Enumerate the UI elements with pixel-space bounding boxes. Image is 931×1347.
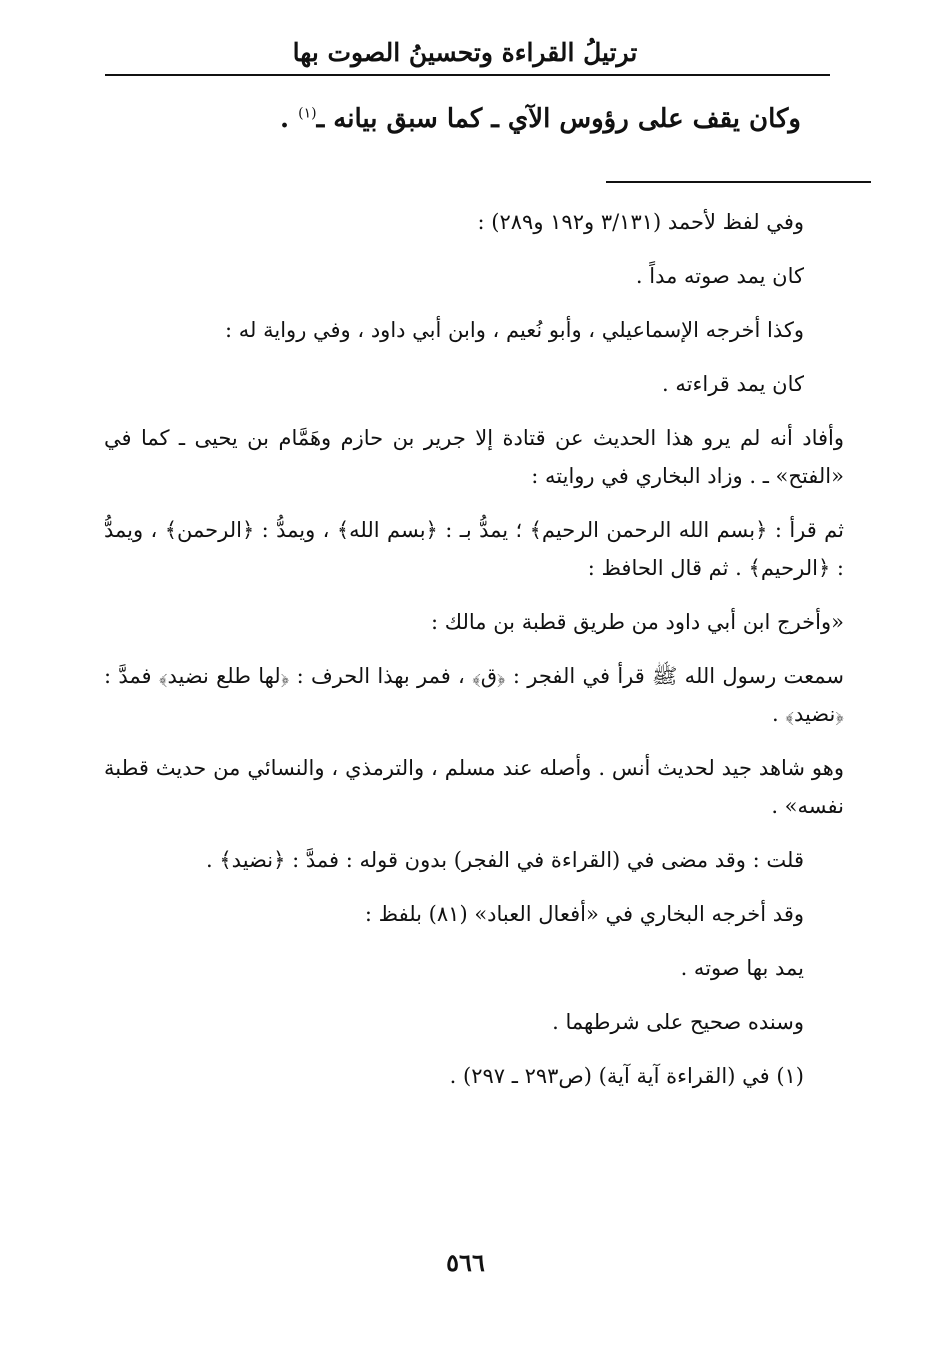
running-header-title: ترتيلُ القراءة وتحسينُ الصوت بها [292, 38, 638, 67]
paragraph: قلت : وقد مضى في (القراءة في الفجر) بدون قوله : فمدَّ : ﴿نضيد﴾ . [206, 848, 804, 872]
page-number: ٥٦٦ [446, 1248, 485, 1277]
footnote-marker: (١) [298, 105, 317, 122]
paragraph: «وأخرج ابن أبي داود من طريق قطبة بن مالك : [431, 610, 844, 634]
paragraph: يمد بها صوته . [680, 956, 804, 980]
paragraph: ثم قرأ : ﴿بسم الله الرحمن الرحيم﴾ ؛ يمدُّ بـ : ﴿بسم الله﴾ ، ويمدُّ : ﴿الرحمن﴾ ، ويمدُّ : ﴿الرحيم﴾ . ثم قال الحافظ : [104, 518, 844, 580]
paragraph: سمعت رسول الله ﷺ قرأ في الفجر : ﴿ق﴾ ، فمر بهذا الحرف : ﴿لها طلع نضيد﴾ فمدَّ : ﴿نضيد﴾ . [104, 664, 844, 726]
footnote-body [104, 203, 844, 1111]
paragraph: وهو شاهد جيد لحديث أنس . وأصله عند مسلم ، والترمذي ، والنسائي من حديث قطبة نفسه» . [104, 756, 844, 818]
paragraph: وأفاد أنه لم يرو هذا الحديث عن قتادة إلا جرير بن حازم وهَمَّام بن يحيى ـ كما في «الفتح» ـ . وزاد البخاري في روايته : [104, 426, 844, 488]
paragraph: كان يمد صوته مداً . [635, 264, 804, 288]
paragraph: وكذا أخرجه الإسماعيلي ، وأبو نُعيم ، وابن أبي داود ، وفي رواية له : [225, 318, 804, 342]
paragraph: وقد أخرجه البخاري في «أفعال العباد» (٨١) بلفظ : [364, 902, 804, 926]
main-text-end: . [280, 104, 299, 134]
paragraph: كان يمد قراءته . [662, 372, 804, 396]
paragraph: وسنده صحيح على شرطهما . [552, 1010, 804, 1034]
header-divider [105, 74, 830, 76]
main-text-line [101, 104, 801, 134]
footnote-separator [606, 181, 871, 183]
paragraph: وفي لفظ لأحمد (٣/١٣١ و١٩٢ و٢٨٩) : [477, 210, 804, 234]
main-text: وكان يقف على رؤوس الآي ـ كما سبق بيانه ـ [316, 104, 801, 134]
footnote: (١) في (القراءة آية آية) (ص٢٩٣ ـ ٢٩٧) . [449, 1064, 804, 1088]
